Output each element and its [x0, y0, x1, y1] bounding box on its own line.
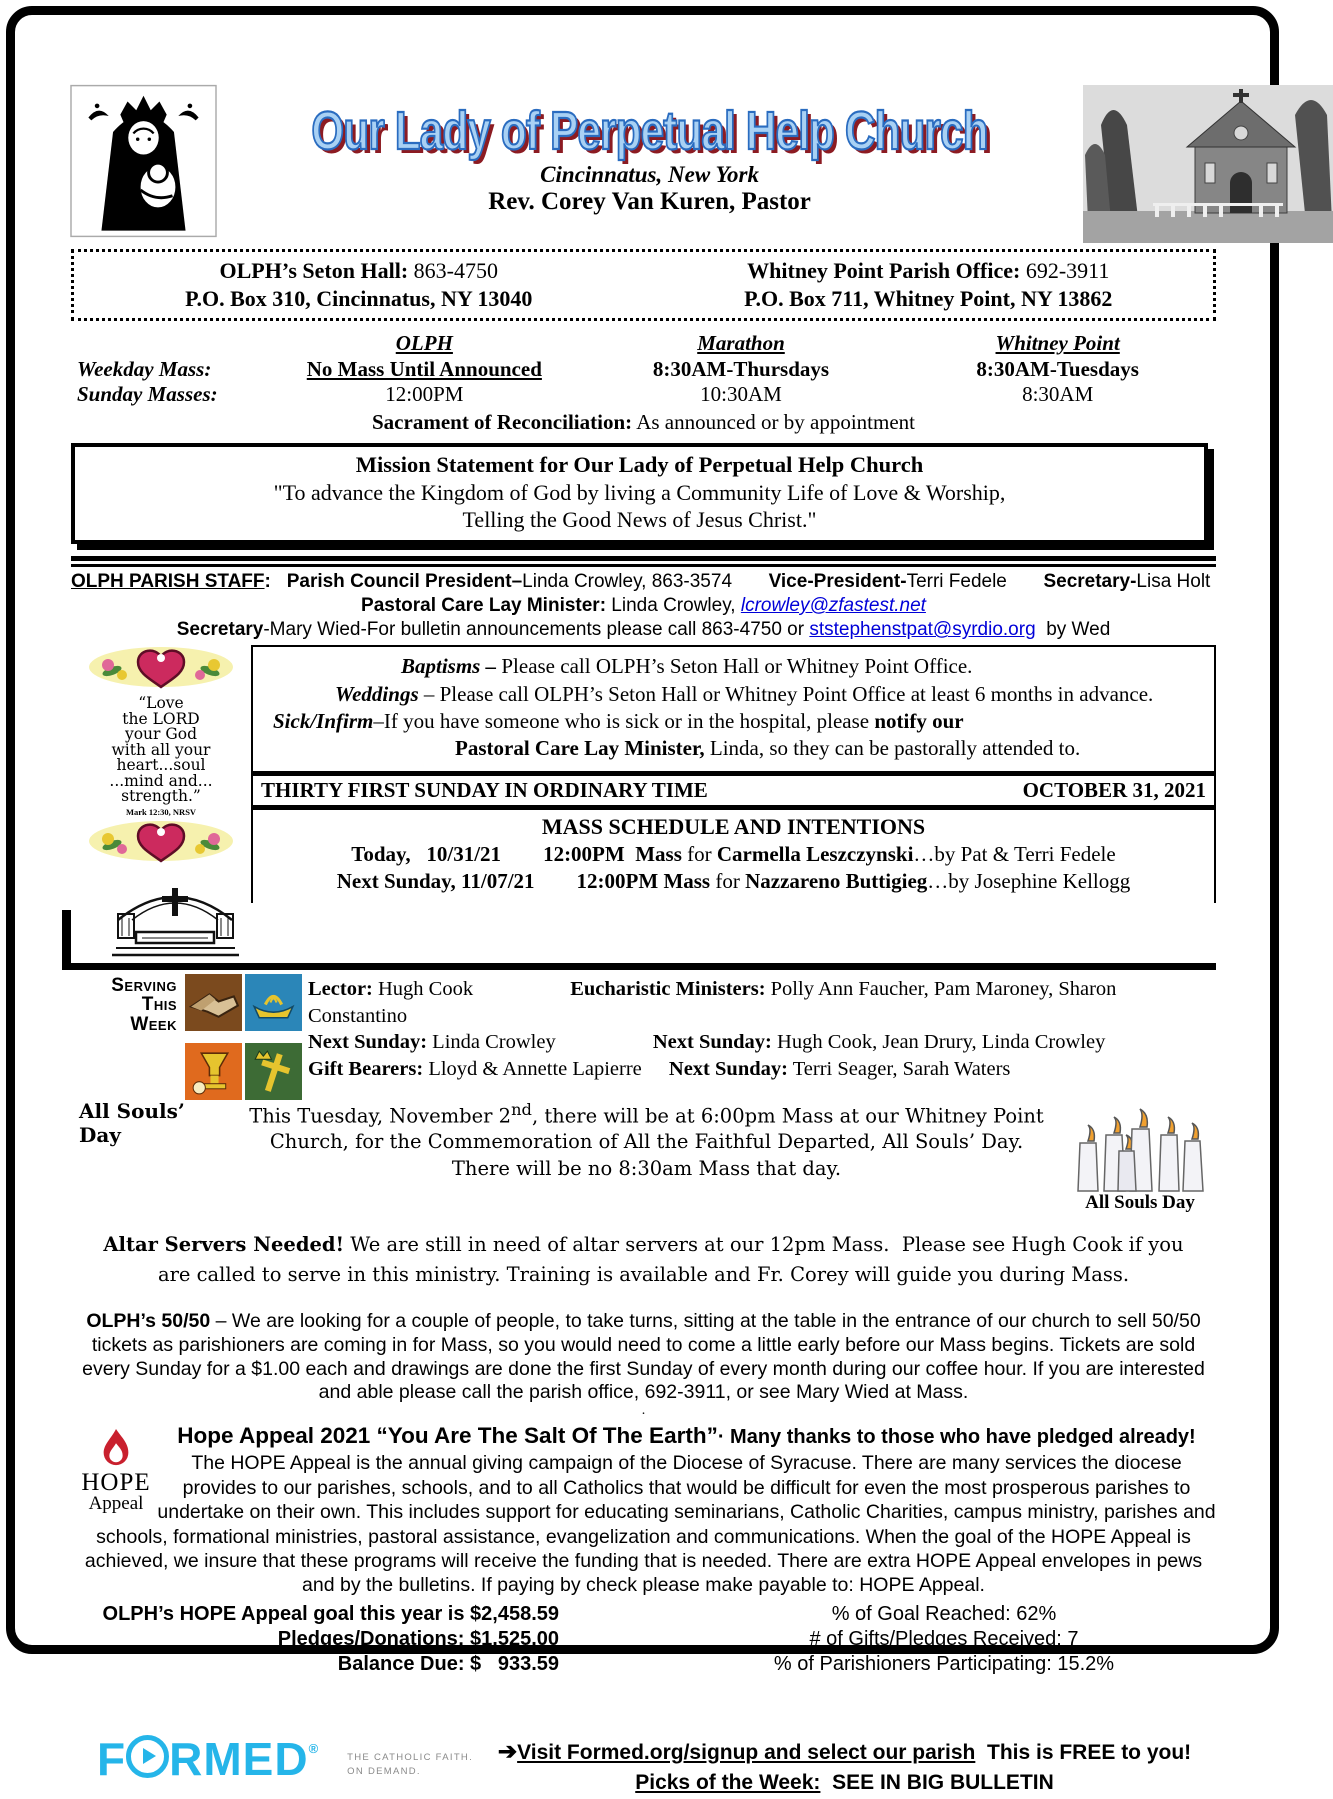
- intention-row: [253, 868, 1214, 895]
- eucharistic-ministers-label: Eucharistic Ministers:: [570, 977, 766, 1000]
- council-president-label: Parish Council President–: [286, 570, 523, 592]
- balance-line: Balance Due: $ 933.59: [337, 1652, 559, 1675]
- sunday-title: THIRTY FIRST SUNDAY IN ORDINARY TIME: [261, 777, 708, 802]
- hope-stats-left: [71, 1602, 559, 1677]
- header: [71, 85, 1216, 243]
- contact-box: [71, 249, 1216, 321]
- all-souls-line3: There will be no 8:30am Mass that day.: [451, 1156, 842, 1180]
- verse-reference: Mark 12:30, NRSV: [125, 806, 197, 817]
- bulletin-page: [6, 6, 1279, 1795]
- picks-value: SEE IN BIG BULLETIN: [820, 1771, 1054, 1795]
- sunday-mass-label: Sunday Masses:: [77, 382, 218, 407]
- picks-line: [473, 1768, 1216, 1798]
- madonna-icon: [71, 85, 216, 237]
- hope-appeal-logo: [79, 1429, 153, 1513]
- all-souls-label: All Souls’ Day: [79, 1098, 185, 1147]
- parish-staff: [71, 570, 1216, 642]
- fifty-fifty-text: – We are looking for a couple of people, to take turns, sitting at the table in the entrance of our church to sell 50/50 tickets as parishioners are coming in for Mass, so you would need to come a little early before our Mass begins. Tickets are sold every Sunday for a $1.00 each and drawings are done the first Sunday of every month during our coffee hour. If you are interested and able please call the parish office, 692-3911, or see Mary Wied at Mass.: [82, 1309, 1205, 1404]
- serving-label: [71, 974, 177, 1083]
- formed-logo: [97, 1732, 320, 1785]
- pledges-value: $1,525.00: [470, 1627, 559, 1650]
- sacraments-box: [251, 645, 1216, 770]
- goal-line: OLPH’s HOPE Appeal goal this year is $2,458.59: [102, 1602, 559, 1625]
- hope-heading-rest: Many thanks to those who have pledged already!: [730, 1426, 1196, 1449]
- section-divider: [71, 556, 1216, 567]
- hope-heading: [71, 1423, 1216, 1449]
- vice-president-value: Terri Fedele: [906, 570, 1007, 592]
- sunday-olph: 12:00PM: [385, 382, 464, 407]
- weddings-line: [263, 681, 1206, 708]
- serving-roster: [302, 974, 1216, 1083]
- weddings-text: – Please call OLPH’s Seton Hall or Whitney Point Office at least 6 months in advance.: [418, 681, 1154, 706]
- love-line: with all your: [111, 740, 211, 759]
- wp-office-label: Whitney Point Parish Office:: [747, 258, 1021, 283]
- intention-time: 12:00PM Mass: [576, 868, 711, 893]
- seton-hall-phone: 863-4750: [413, 258, 498, 283]
- hope-stats: [71, 1602, 1216, 1677]
- hope-logo-text: HOPE: [81, 1469, 151, 1497]
- next-sunday-gb-label: Next Sunday:: [668, 1057, 788, 1080]
- all-souls-line1: [229, 1099, 1064, 1130]
- gifts-received: # of Gifts/Pledges Received: 7: [809, 1627, 1079, 1650]
- middle-right-column: [251, 645, 1216, 963]
- chalice-icon: [185, 1043, 242, 1100]
- love-line: “Love: [138, 694, 184, 713]
- middle-section: [71, 645, 1216, 963]
- intention-by: …by Pat & Terri Fedele: [913, 841, 1116, 866]
- vice-president-label: Vice-President-: [768, 570, 907, 592]
- page-title: Our Lady of Perpetual Help Church: [311, 101, 988, 161]
- weekday-mass-label: Weekday Mass:: [77, 356, 212, 381]
- love-line: the LORD: [122, 709, 200, 728]
- wp-office-phone: 692-3911: [1025, 258, 1110, 283]
- intentions-heading: MASS SCHEDULE AND INTENTIONS: [541, 813, 926, 839]
- formed-tagline-line2: ON DEMAND.: [347, 1765, 421, 1777]
- flame-icon: [101, 1429, 131, 1467]
- gift-bearers-value: Lloyd & Annette Lapierre: [423, 1057, 642, 1080]
- love-verse-text: [71, 696, 251, 805]
- participation: % of Parishioners Participating: 15.2%: [773, 1652, 1115, 1675]
- hope-stats-right: [709, 1602, 1179, 1677]
- separator-dot: .: [641, 1403, 646, 1419]
- sunday-marathon: 10:30AM: [700, 382, 782, 407]
- seton-hall-label: OLPH’s Seton Hall:: [219, 258, 409, 283]
- formed-f: F: [97, 1732, 127, 1785]
- intention-name: Carmella Leszczynski: [716, 841, 914, 866]
- reconciliation-line: [71, 410, 1216, 435]
- reconciliation-label: Sacrament of Reconciliation:: [372, 409, 633, 434]
- sunday-date: OCTOBER 31, 2021: [1022, 777, 1206, 802]
- pastoral-minister-text: Linda, so they can be pastorally attended to.: [704, 736, 1081, 761]
- handshake-icon: [185, 974, 242, 1031]
- sunday-whitney: 8:30AM: [1022, 382, 1094, 407]
- cross-crown-icon: [245, 1043, 302, 1100]
- formed-footer: [71, 1732, 1216, 1799]
- arrow-icon: ➔: [497, 1737, 518, 1764]
- formed-rest: RMED: [169, 1732, 309, 1785]
- staff-line2: [71, 594, 1216, 617]
- hope-appeal-section: [71, 1423, 1216, 1676]
- weekday-olph: No Mass Until Announced: [306, 356, 542, 381]
- pastoral-care-email-link[interactable]: lcrowley@zfastest.net: [740, 595, 926, 617]
- mission-title: Mission Statement for Our Lady of Perpetual Help Church: [355, 451, 924, 477]
- altar-icon: [99, 874, 251, 963]
- header-center: [216, 85, 1083, 216]
- next-sunday-line: [308, 1029, 1216, 1056]
- love-line: your God: [124, 725, 198, 744]
- pastor-name: Rev. Corey Van Kuren, Pastor: [488, 187, 811, 215]
- serving-this-week: [71, 974, 1216, 1083]
- love-line: heart...soul: [116, 756, 206, 775]
- heart-flowers-icon: [71, 819, 251, 868]
- hope-heading-dot: ·: [717, 1426, 731, 1449]
- olph-address: P.O. Box 310, Cincinnatus, NY 13040: [185, 285, 533, 311]
- eucharistic-ministers-value: Polly Ann Faucher, Pam Maroney, Sharon Constantino: [308, 977, 1117, 1027]
- all-souls-line2: Church, for the Commemoration of All the Faithful Departed, All Souls’ Day.: [269, 1130, 1024, 1154]
- intention-when: Today, 10/31/21: [351, 841, 502, 866]
- all-souls-section: [71, 1099, 1216, 1214]
- picks-label: Picks of the Week:: [635, 1771, 821, 1795]
- intention-time: 12:00PM Mass: [543, 841, 682, 866]
- lector-label: Lector:: [308, 977, 373, 1000]
- baptisms-line: [263, 653, 1206, 680]
- staff-line3: [71, 618, 1216, 641]
- formed-tagline: [347, 1751, 473, 1780]
- formed-signup-line: [473, 1735, 1216, 1768]
- heart-flowers-icon: [71, 645, 251, 694]
- fifty-fifty-label: OLPH’s 50/50: [86, 1309, 211, 1332]
- gift-bearers-line: [308, 1056, 1216, 1083]
- next-sunday-gb-value: Terri Seager, Sarah Waters: [787, 1057, 1011, 1080]
- bulletin-email-link[interactable]: ststephenstpat@syrdio.org: [809, 619, 1036, 641]
- sick-text: –If you have someone who is sick or in the hospital, please: [373, 709, 875, 734]
- pastoral-minister-bold: Pastoral Care Lay Minister,: [455, 736, 705, 761]
- pastoral-care-value: Linda Crowley,: [606, 595, 741, 617]
- registered-mark: ®: [308, 1740, 320, 1756]
- altar-servers-paragraph: [101, 1230, 1190, 1290]
- lector-line: [308, 976, 1216, 1029]
- goal-reached: % of Goal Reached: 62%: [831, 1602, 1057, 1625]
- formed-links: [473, 1735, 1216, 1799]
- sunday-banner: [251, 771, 1216, 810]
- sick-label: Sick/Infirm: [273, 709, 374, 734]
- next-sunday-em-label: Next Sunday:: [652, 1031, 772, 1054]
- bottom-thick-rule: [71, 963, 1216, 970]
- play-circle-icon: [126, 1735, 169, 1778]
- pastoral-care-label: Pastoral Care Lay Minister:: [361, 595, 607, 617]
- contact-olph: [74, 257, 644, 312]
- all-souls-line1a: This Tuesday, November 2: [249, 1104, 512, 1128]
- contact-whitney-point: [644, 257, 1214, 312]
- appeal-logo-text: Appeal: [88, 1492, 144, 1514]
- candles-caption: All Souls Day: [1085, 1191, 1195, 1213]
- intention-for: for: [710, 868, 746, 893]
- altar-servers-text: We are still in need of altar servers at our 12pm Mass. Please see Hugh Cook if you are called to serve in this ministry. Training is available and Fr. Corey will guide you during Mass.: [157, 1232, 1190, 1286]
- all-souls-text: [229, 1099, 1064, 1214]
- next-sunday-lector-label: Next Sunday:: [308, 1031, 428, 1054]
- bulletin-secretary-tail: by Wed: [1035, 619, 1111, 641]
- ministry-icons-grid: [185, 974, 302, 1109]
- love-line: strength.”: [121, 787, 201, 806]
- ordinal-suffix: nd: [511, 1099, 532, 1119]
- candles-image: [1064, 1099, 1216, 1214]
- next-sunday-em-value: Hugh Cook, Jean Drury, Linda Crowley: [771, 1031, 1106, 1054]
- fifty-fifty-paragraph: [71, 1310, 1216, 1405]
- intention-name: Nazzareno Buttigieg: [745, 868, 928, 893]
- bulletin-secretary-text: -Mary Wied-For bulletin announcements please call 863-4750 or: [263, 619, 810, 641]
- lector-value: Hugh Cook: [372, 977, 474, 1000]
- council-president-value: Linda Crowley, 863-3574: [522, 570, 733, 592]
- left-accent-bar: [62, 910, 71, 970]
- love-line: ...mind and...: [109, 771, 213, 790]
- secretary-value: Lisa Holt: [1136, 570, 1211, 592]
- serving-word: Serving: [111, 974, 177, 996]
- next-sunday-lector-value: Linda Crowley: [427, 1031, 556, 1054]
- left-sidebar: [71, 645, 251, 963]
- hope-body: The HOPE Appeal is the annual giving campaign of the Diocese of Syracuse. There are many services the diocese provides to our parishes, schools, and to all Catholics that would be difficult for even the most prosperous parishes to undertake on their own. This includes support for educating seminarians, Catholic Charities, campus ministry, parishes and schools, formational ministries, pastoral assistance, evangelization and communications. When the goal of the HOPE Appeal is achieved, we insure that these programs will receive the funding that is needed. There are extra HOPE Appeal envelopes in pews and by the bulletins. If paying by check please make payable to: HOPE Appeal.: [84, 1452, 1216, 1597]
- pledges-label: Pledges/Donations:: [277, 1627, 471, 1650]
- church-photo: [1083, 85, 1333, 243]
- weekday-whitney: 8:30AM-Tuesdays: [976, 356, 1139, 381]
- intention-when: Next Sunday, 11/07/21: [336, 868, 535, 893]
- mission-statement-box: [71, 443, 1208, 544]
- formed-free-text: This is FREE to you!: [975, 1740, 1192, 1764]
- baptism-shell-icon: [245, 974, 302, 1031]
- mission-line2: Telling the Good News of Jesus Christ.": [462, 507, 817, 533]
- col-marathon: Marathon: [697, 331, 785, 355]
- intention-row: [253, 841, 1214, 868]
- bulletin-secretary-label: Secretary: [176, 619, 264, 641]
- pledges-line: [71, 1627, 559, 1652]
- baptisms-label: Baptisms –: [401, 654, 497, 679]
- formed-signup-link[interactable]: Visit Formed.org/signup and select our parish: [517, 1740, 976, 1764]
- sick-line2: [263, 735, 1206, 762]
- staff-colon: :: [264, 570, 282, 592]
- intention-for: for: [681, 841, 717, 866]
- hope-heading-main: Hope Appeal 2021 “You Are The Salt Of The Earth”: [177, 1423, 718, 1449]
- gift-bearers-label: Gift Bearers:: [308, 1057, 424, 1080]
- weekday-marathon: 8:30AM-Thursdays: [652, 356, 830, 381]
- formed-tagline-line1: THE CATHOLIC FAITH.: [347, 1751, 474, 1763]
- intention-by: …by Josephine Kellogg: [927, 868, 1131, 893]
- col-whitney-point: Whitney Point: [995, 331, 1120, 355]
- wp-address: P.O. Box 711, Whitney Point, NY 13862: [744, 285, 1113, 311]
- serving-word: This: [141, 994, 177, 1016]
- mass-times-table: [71, 331, 1216, 408]
- sick-line: [263, 708, 1206, 735]
- all-souls-line1b: , there will be at 6:00pm Mass at our Whitney Point: [531, 1104, 1044, 1128]
- serving-word: Week: [130, 1013, 177, 1035]
- baptisms-text: Please call OLPH’s Seton Hall or Whitney Point Office.: [496, 654, 973, 679]
- mission-line1: "To advance the Kingdom of God by living a Community Life of Love & Worship,: [273, 479, 1006, 505]
- sick-bold: notify our: [874, 709, 964, 734]
- weddings-label: Weddings: [335, 681, 419, 706]
- reconciliation-text: As announced or by appointment: [632, 409, 915, 434]
- altar-servers-label: Altar Servers Needed!: [103, 1232, 345, 1256]
- col-olph: OLPH: [395, 331, 453, 355]
- secretary-label: Secretary-: [1043, 570, 1137, 592]
- mass-intentions-box: [251, 810, 1216, 903]
- staff-line1: [71, 570, 1216, 593]
- staff-heading: OLPH PARISH STAFF: [71, 570, 265, 592]
- church-location: Cincinnatus, New York: [540, 161, 759, 187]
